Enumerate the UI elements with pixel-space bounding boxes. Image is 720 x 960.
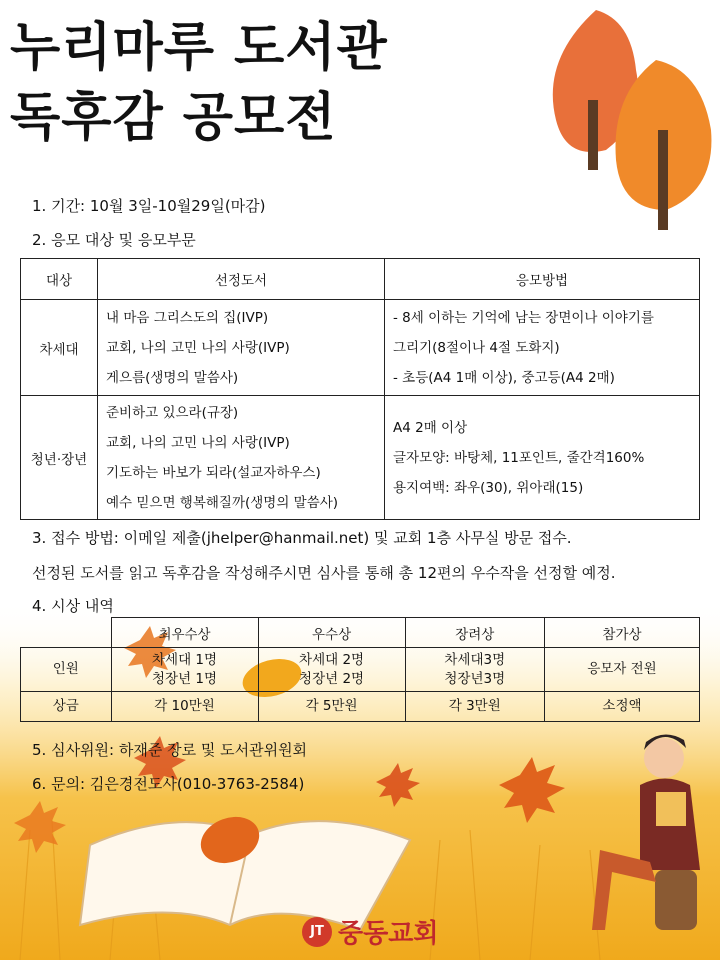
cell-line: 차세대 1명 bbox=[152, 651, 218, 668]
target-heading: 2. 응모 대상 및 응모부문 bbox=[32, 231, 196, 249]
contact-text: 6. 문의: 김은경전도사(010-3763-2584) bbox=[32, 775, 305, 793]
row-label: 인원 bbox=[21, 648, 112, 692]
book-title: 내 마음 그리스도의 집(IVP) bbox=[106, 309, 269, 326]
method-line: - 8세 이하는 기억에 남는 장면이나 이야기를 bbox=[393, 309, 654, 326]
cell-line: 차세대3명 bbox=[444, 651, 506, 668]
table-row bbox=[21, 300, 700, 396]
book-title: 교회, 나의 고민 나의 사랑(IVP) bbox=[106, 339, 290, 356]
book-title: 예수 믿으면 행복해질까(생명의 말씀사) bbox=[106, 494, 339, 511]
group-cell: 청년·장년 bbox=[21, 396, 98, 520]
book-title: 게으름(생명의 말씀사) bbox=[106, 369, 239, 386]
table-cell: 각 3만원 bbox=[405, 692, 544, 722]
table-header: 장려상 bbox=[405, 618, 544, 648]
table-cell bbox=[111, 648, 258, 692]
judges-text: 5. 심사위원: 하재준 장로 및 도서관위원회 bbox=[32, 741, 308, 759]
method-line: - 초등(A4 1매 이상), 중고등(A4 2매) bbox=[393, 369, 615, 386]
group-cell: 차세대 bbox=[21, 300, 98, 396]
books-cell bbox=[98, 300, 385, 396]
cell-line: 청장년 1명 bbox=[152, 670, 218, 687]
table-row bbox=[21, 692, 700, 722]
table-header-row bbox=[21, 618, 700, 648]
method-cell bbox=[385, 396, 700, 520]
table-row bbox=[21, 648, 700, 692]
period-text: 1. 기간: 10월 3일-10월29일(마감) bbox=[32, 197, 266, 215]
table-header: 선정도서 bbox=[98, 259, 385, 300]
table-cell: 각 5만원 bbox=[258, 692, 405, 722]
cell-line: 차세대 2명 bbox=[299, 651, 365, 668]
cell-line: 청장년3명 bbox=[444, 670, 506, 687]
submit-text: 3. 접수 방법: 이메일 제출(jhelper@hanmail.net) 및 교회 1층 사무실 방문 접수. bbox=[32, 529, 572, 547]
method-cell bbox=[385, 300, 700, 396]
logo-mark-icon: JT bbox=[302, 917, 332, 947]
autumn-tree-icons bbox=[536, 0, 720, 240]
table-cell bbox=[258, 648, 405, 692]
logo-text: 중동교회 bbox=[338, 919, 439, 949]
page-subtitle: 독후감 공모전 bbox=[10, 88, 337, 148]
book-title: 기도하는 바보가 되라(설교자하우스) bbox=[106, 464, 321, 481]
table-header: 우수상 bbox=[258, 618, 405, 648]
method-line: 용지여백: 좌우(30), 위아래(15) bbox=[393, 479, 584, 496]
table-row bbox=[21, 396, 700, 520]
books-cell bbox=[98, 396, 385, 520]
table-header: 응모방법 bbox=[385, 259, 700, 300]
table-header: 참가상 bbox=[544, 618, 699, 648]
cell-line: 청장년 2명 bbox=[299, 670, 365, 687]
submit-note: 선정된 도서를 읽고 독후감을 작성해주시면 심사를 통해 총 12편의 우수작을 선정할 예정. bbox=[32, 564, 616, 582]
row-label: 상금 bbox=[21, 692, 112, 722]
table-cell: 각 10만원 bbox=[111, 692, 258, 722]
table-cell: 소정액 bbox=[544, 692, 699, 722]
method-line: 그리기(8절이나 4절 도화지) bbox=[393, 339, 560, 356]
table-header bbox=[21, 618, 112, 648]
cell-line: 응모자 전원 bbox=[587, 661, 657, 677]
church-logo bbox=[302, 913, 438, 950]
table-header-row bbox=[21, 259, 700, 300]
book-title: 준비하고 있으라(규장) bbox=[106, 404, 239, 421]
awards-heading: 4. 시상 내역 bbox=[32, 597, 114, 615]
awards-table bbox=[20, 617, 700, 722]
table-cell bbox=[544, 648, 699, 692]
entry-table bbox=[20, 258, 700, 520]
table-header: 대상 bbox=[21, 259, 98, 300]
method-line: 글자모양: 바탕체, 11포인트, 줄간격160% bbox=[393, 449, 645, 466]
method-line: A4 2매 이상 bbox=[393, 419, 468, 436]
table-cell bbox=[405, 648, 544, 692]
page-title: 누리마루 도서관 bbox=[10, 18, 388, 78]
table-header: 최우수상 bbox=[111, 618, 258, 648]
book-title: 교회, 나의 고민 나의 사랑(IVP) bbox=[106, 434, 290, 451]
